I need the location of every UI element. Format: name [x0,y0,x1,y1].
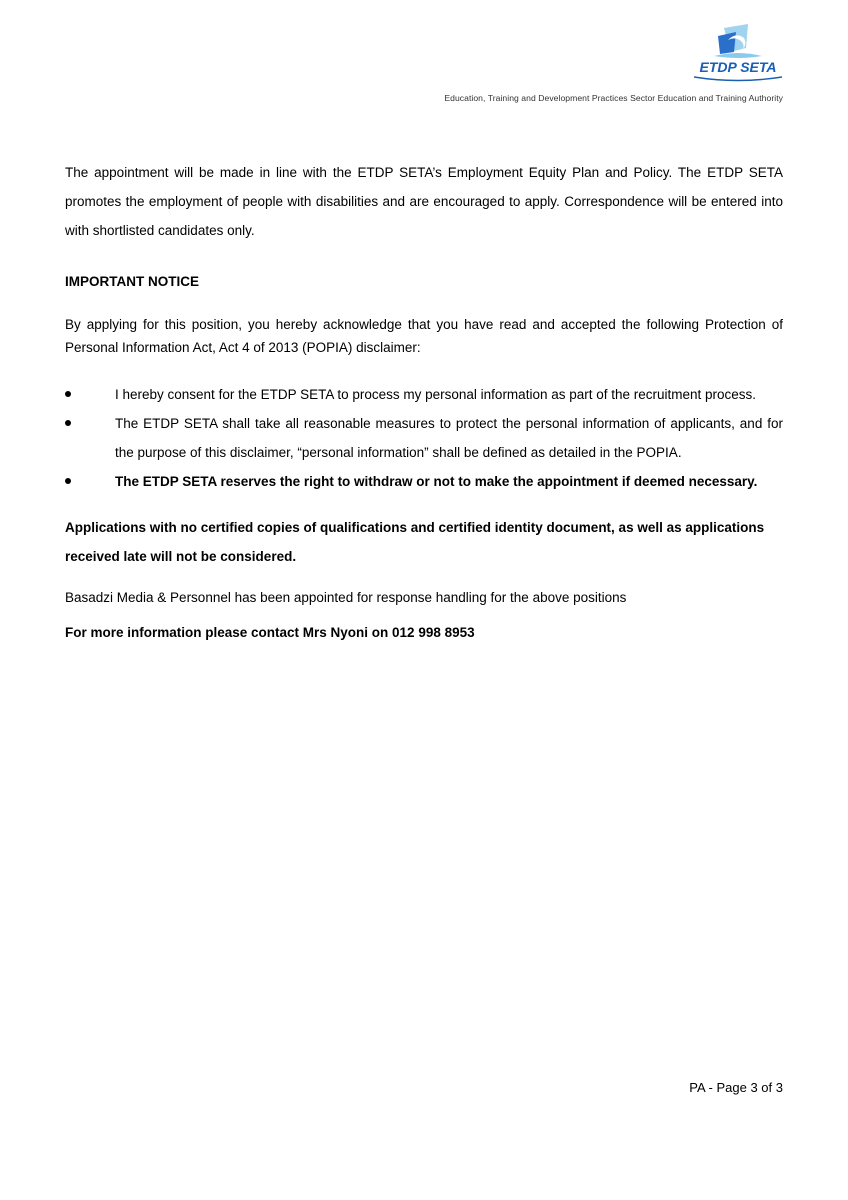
disclaimer-list [65,380,783,496]
bullet-icon [65,420,71,426]
page-number: PA - Page 3 of 3 [689,1080,783,1095]
organization-tagline: Education, Training and Development Practices Sector Education and Training Authority [444,93,783,103]
important-notice-heading: IMPORTANT NOTICE [65,274,199,289]
list-item-text: The ETDP SETA reserves the right to withdraw or not to make the appointment if deemed necessary. [115,474,758,489]
bullet-icon [65,391,71,397]
list-item-text: The ETDP SETA shall take all reasonable measures to protect the personal information of applicants, and for the purpose of this disclaimer, “personal information” shall be defined as detailed in the POPIA. [115,416,783,460]
bullet-icon [65,478,71,484]
etdp-seta-logo [690,22,786,86]
list-item-text: I hereby consent for the ETDP SETA to process my personal information as part of the recruitment process. [115,387,757,402]
document-body [65,158,783,643]
intro-paragraph: The appointment will be made in line with the ETDP SETA’s Employment Equity Plan and Policy. The ETDP SETA promotes the employment of people with disabilities and are encouraged to apply. Correspondence will be entered into with shortlisted candidates only. [65,165,783,238]
popia-intro-paragraph: By applying for this position, you hereby acknowledge that you have read and accepted the following Protection of Personal Information Act, Act 4 of 2013 (POPIA) disclaimer: [65,317,783,355]
contact-info: For more information please contact Mrs Nyoni on 012 998 8953 [65,625,475,640]
list-item [65,409,783,467]
list-item [65,467,783,496]
logo-graphic [690,22,786,86]
response-handling-note: Basadzi Media & Personnel has been appointed for response handling for the above positions [65,590,627,605]
list-item [65,380,783,409]
logo-text: ETDP SETA [699,59,777,75]
late-applications-warning: Applications with no certified copies of qualifications and certified identity document, as well as applications received late will not be considered. [65,520,765,564]
